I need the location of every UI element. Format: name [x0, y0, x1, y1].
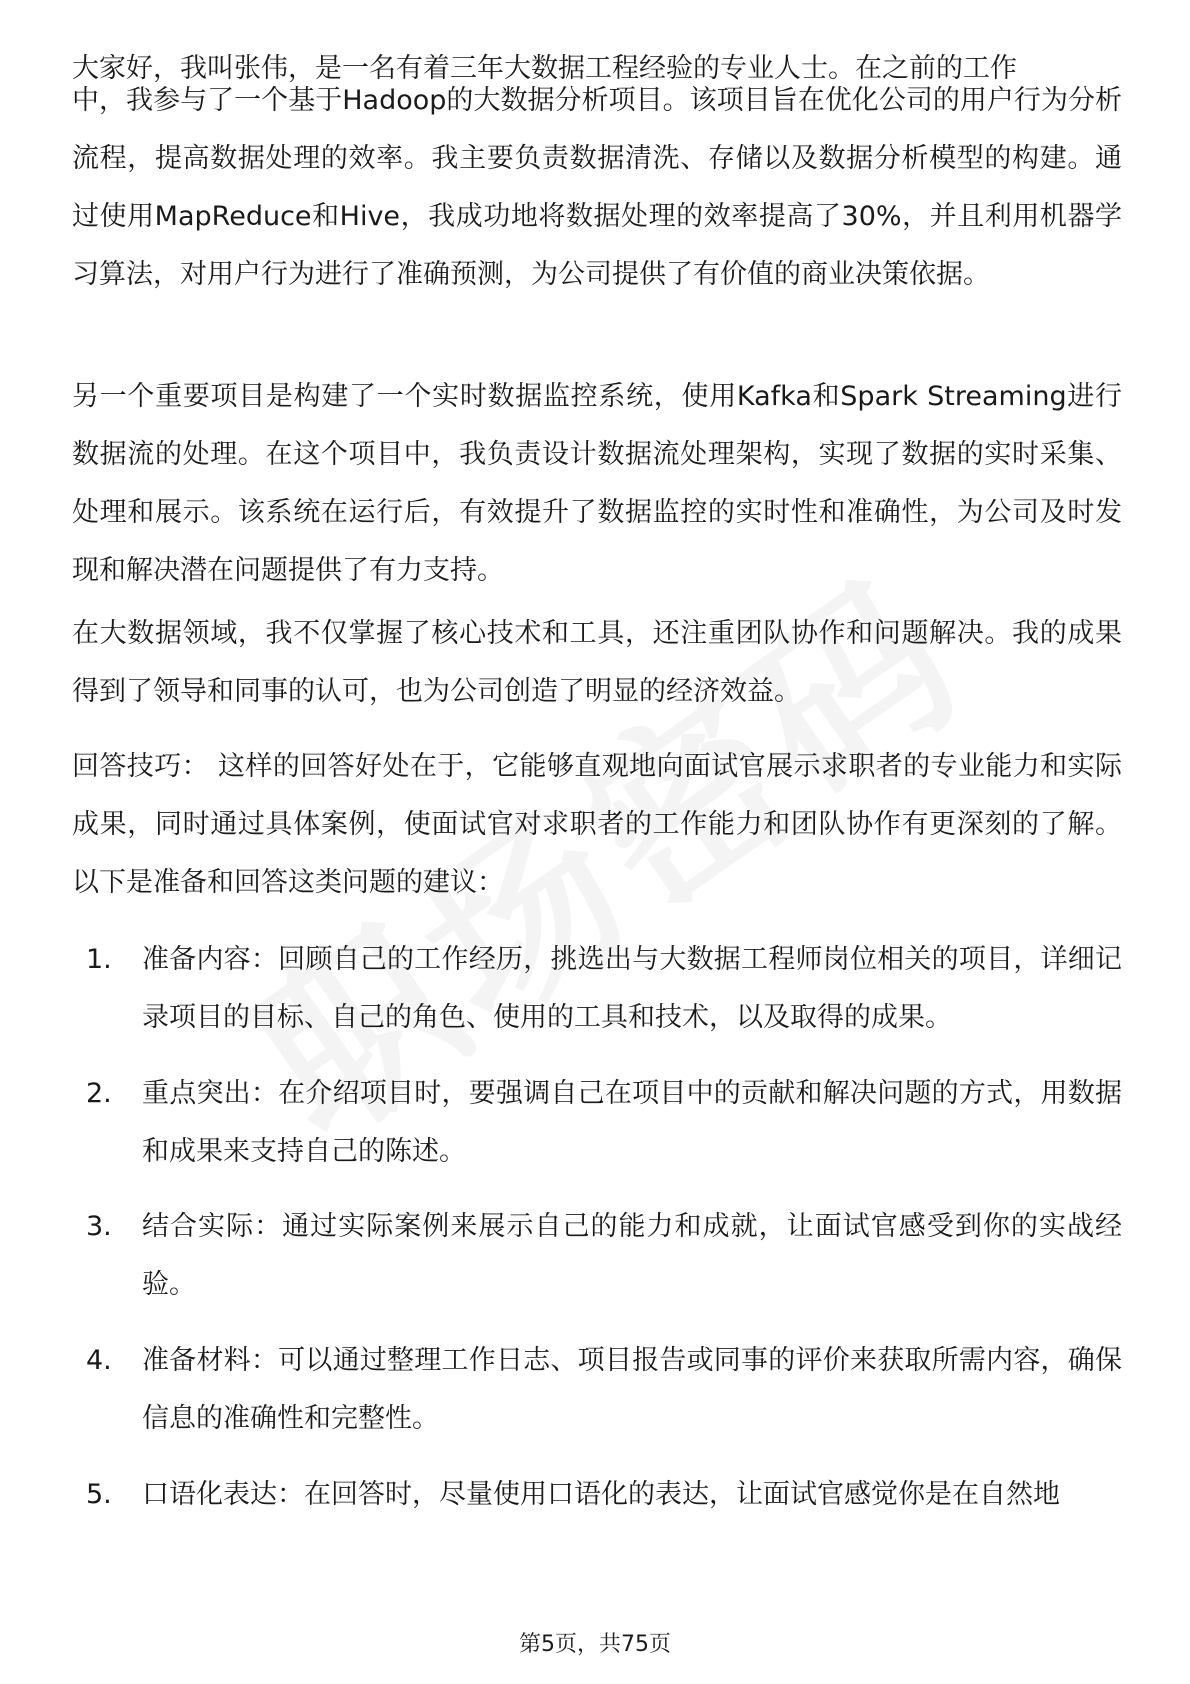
list-text: 准备内容：回顾自己的工作经历，挑选出与大数据工程师岗位相关的项目，详细记录项目的目标、自己的角色、使用的工具和技术，以及取得的成果。	[142, 944, 1122, 1033]
list-number: 5.	[86, 1479, 112, 1510]
list-text: 准备材料：可以通过整理工作日志、项目报告或同事的评价来获取所需内容，确保信息的准确性和完整性。	[142, 1345, 1122, 1434]
list-text: 重点突出：在介绍项目时，要强调自己在项目中的贡献和解决问题的方式，用数据和成果来支持自己的陈述。	[142, 1078, 1122, 1167]
paragraph-1: 中，我参与了一个基于Hadoop的大数据分析项目。该项目旨在优化公司的用户行为分析流程，提高数据处理的效率。我主要负责数据清洗、存储以及数据分析模型的构建。通过使用MapReduce和Hive，我成功地将数据处理的效率提高了30%，并且利用机器学习算法，对用户行为进行了准确预测，为公司提供了有价值的商业决策依据。	[72, 85, 1122, 290]
paragraph-3: 在大数据领域，我不仅掌握了核心技术和工具，还注重团队协作和问题解决。我的成果得到了领导和同事的认可，也为公司创造了明显的经济效益。	[72, 618, 1122, 707]
paragraph-cut-top: 大家好，我叫张伟，是一名有着三年大数据工程经验的专业人士。在之前的工作	[72, 53, 1017, 82]
list-number: 4.	[86, 1345, 112, 1376]
list-number: 3.	[86, 1211, 112, 1242]
page-number: 第5页，共75页	[519, 1632, 671, 1657]
list-text: 口语化表达：在回答时，尽量使用口语化的表达，让面试官感觉你是在自然地	[142, 1479, 1060, 1510]
list-number: 2.	[86, 1078, 112, 1109]
list-text: 结合实际：通过实际案例来展示自己的能力和成就，让面试官感受到你的实战经验。	[142, 1211, 1122, 1300]
paragraph-2: 另一个重要项目是构建了一个实时数据监控系统，使用Kafka和Spark Streaming进行数据流的处理。在这个项目中，我负责设计数据流处理架构，实现了数据的实时采集、处理和展示。该系统在运行后，有效提升了数据监控的实时性和准确性，为公司及时发现和解决潜在问题提供了有力支持。	[72, 381, 1122, 586]
list-number: 1.	[86, 944, 112, 975]
paragraph-tips: 回答技巧： 这样的回答好处在于，它能够直观地向面试官展示求职者的专业能力和实际成果，同时通过具体案例，使面试官对求职者的工作能力和团队协作有更深刻的了解。以下是准备和回答这类问题的建议：	[72, 751, 1122, 898]
